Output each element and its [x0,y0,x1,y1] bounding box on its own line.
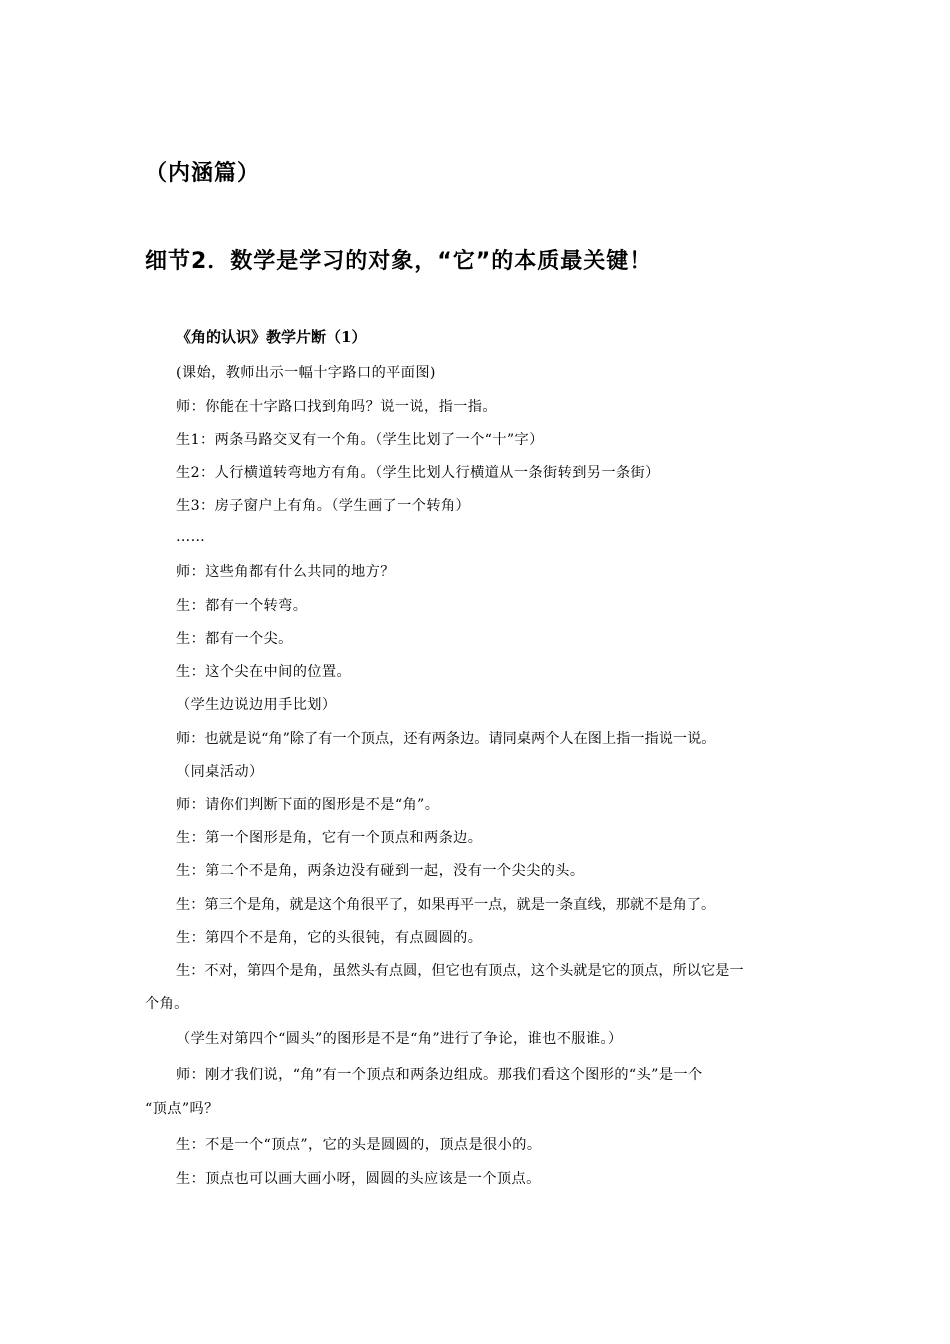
dialogue-line: 师：请你们判断下面的图形是不是“角”。 [176,797,440,813]
dialogue-line: 师：这些角都有什么共同的地方？ [176,564,395,580]
dialogue-line: 生：第三个是角，就是这个角很平了，如果再平一点，就是一条直线，那就不是角了。 [176,897,716,913]
dialogue-line: 生：都有一个尖。 [176,631,293,647]
dialogue-line: 生：不对，第四个是角，虽然头有点圆，但它也有顶点，这个头就是它的顶点，所以它是一 [176,963,744,979]
dialogue-line: 生：第一个图形是角，它有一个顶点和两条边。 [176,830,483,846]
dialogue-line: （同桌活动） [176,764,264,780]
dialogue-line: 生：第二个不是角，两条边没有碰到一起，没有一个尖尖的头。 [176,863,585,879]
dialogue-line: 生：都有一个转弯。 [176,598,308,614]
dialogue-line: (课始，教师出示一幅十字路口的平面图) [176,365,436,381]
main-heading: 细节2．数学是学习的对象，“它”的本质最关键！ [145,249,653,274]
dialogue-line: 师：刚才我们说，“角”有一个顶点和两条边组成。那我们看这个图形的“头”是一个 [176,1067,703,1083]
ellipsis-line: …… [176,529,206,545]
dialogue-line-continuation: “顶点”吗？ [145,1101,219,1117]
dialogue-line: 生2：人行横道转弯地方有角。（学生比划人行横道从一条街转到另一条街） [176,465,660,481]
dialogue-line: 生：顶点也可以画大画小呀，圆圆的头应该是一个顶点。 [176,1171,541,1187]
dialogue-line-continuation: 个角。 [145,996,189,1012]
dialogue-line: （学生边说边用手比划） [176,697,337,713]
dialogue-line: 生1：两条马路交叉有一个角。（学生比划了一个“十”字） [176,432,544,448]
dialogue-line: 生：这个尖在中间的位置。 [176,664,352,680]
dialogue-line: （学生对第四个“圆头”的图形是不是“角”进行了争论，谁也不服谁。） [176,1031,623,1047]
dialogue-line: 师：也就是说“角”除了有一个顶点，还有两条边。请同桌两个人在图上指一指说一说。 [176,731,716,747]
dialogue-line: 生：第四个不是角，它的头很钝，有点圆圆的。 [176,930,483,946]
excerpt-title: 《角的认识》教学片断（1） [176,328,367,346]
dialogue-line: 师：你能在十字路口找到角吗？说一说，指一指。 [176,399,497,415]
dialogue-line: 生：不是一个“顶点”，它的头是圆圆的，顶点是很小的。 [176,1137,542,1153]
section-tag: （内涵篇） [145,161,261,186]
dialogue-line: 生3：房子窗户上有角。（学生画了一个转角） [176,498,471,514]
